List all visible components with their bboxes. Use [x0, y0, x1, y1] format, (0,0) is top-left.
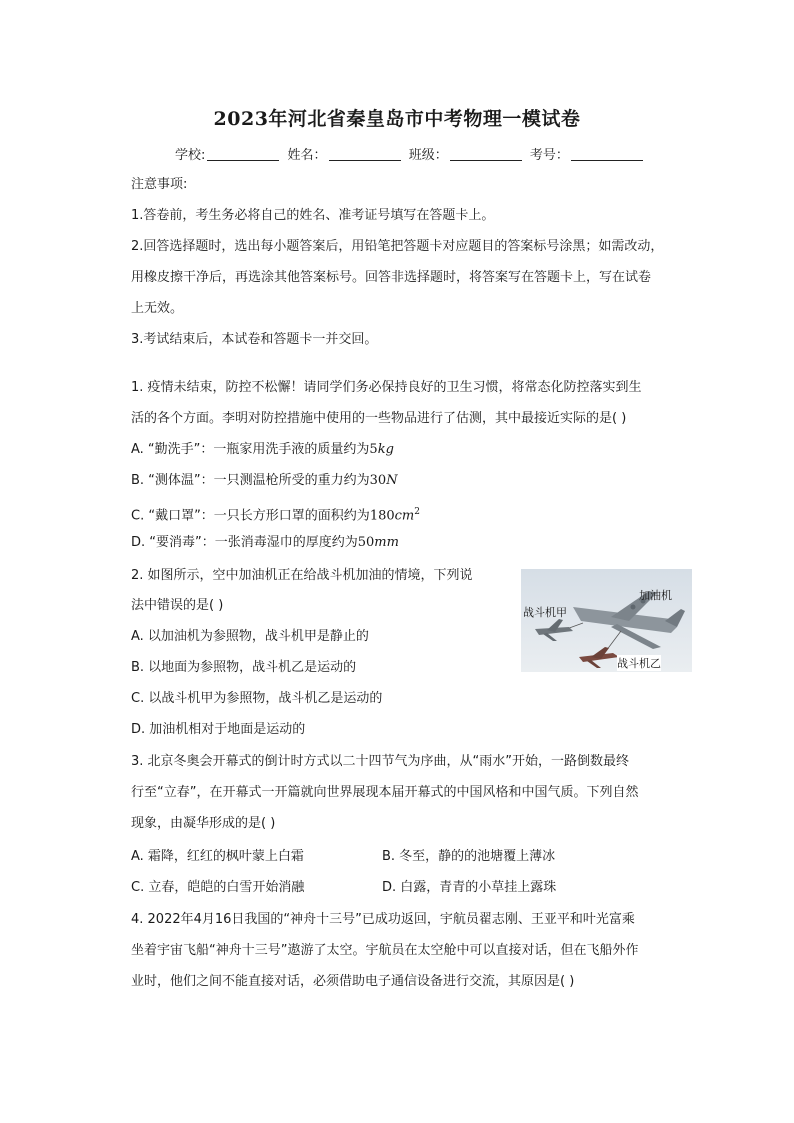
q1-option-c-exponent: 2 — [414, 507, 420, 517]
q2-option-b: B. 以地面为参照物，战斗机乙是运动的 — [131, 660, 357, 675]
q3-option-b: B. 冬至，静的的池塘覆上薄冰 — [382, 849, 556, 864]
q1-option-d — [131, 535, 399, 551]
q1-option-a-number: 5 — [369, 442, 378, 457]
q1-option-c-number: 180 — [369, 508, 395, 524]
q1-option-b-number: 30 — [369, 473, 387, 488]
q1-option-d-number: 50 — [357, 535, 375, 550]
q2-stem-line-2: 法中错误的是( ) — [131, 598, 224, 613]
q3-stem-line-1: 3. 北京冬奥会开幕式的倒计时方式以二十四节气为序曲，从“雨水”开始，一路倒数最终 — [131, 754, 630, 769]
q1-option-b-unit: N — [386, 473, 398, 488]
q3-option-c: C. 立春，皑皑的白雪开始消融 — [131, 880, 305, 895]
school-blank[interactable] — [207, 147, 279, 161]
q4-stem-line-3: 业时，他们之间不能直接对话，必须借助电子通信设备进行交流，其原因是( ) — [131, 974, 575, 989]
q1-option-c — [131, 504, 420, 524]
q1-option-d-unit: mm — [374, 535, 399, 550]
q1-option-a-text: A. “勤洗手”：一瓶家用洗手液的质量约为 — [131, 442, 370, 457]
figure-label-tanker: 加油机 — [639, 589, 672, 602]
name-blank[interactable] — [329, 147, 401, 161]
q3-option-a: A. 霜降，红红的枫叶蒙上白霜 — [131, 849, 304, 864]
q3-option-d: D. 白露，青青的小草挂上露珠 — [382, 880, 557, 895]
figure-label-jet1: 战斗机甲 — [523, 606, 567, 619]
number-blank[interactable] — [571, 147, 643, 161]
school-label: 学校: — [175, 148, 206, 163]
q3-stem-line-2: 行至“立春”，在开幕式一开篇就向世界展现本届开幕式的中国风格和中国气质。下列自然 — [131, 785, 639, 800]
q3-stem-line-3: 现象，由凝华形成的是( ) — [131, 816, 276, 831]
q1-option-a-unit: kg — [377, 442, 394, 457]
class-blank[interactable] — [450, 147, 522, 161]
q4-stem-line-1: 4. 2022年4月16日我国的“神舟十三号”已成功返回，宇航员翟志刚、王亚平和叶光富乘 — [131, 912, 635, 927]
class-label: 班级： — [408, 148, 448, 163]
notice-item-2-line-2: 用橡皮擦干净后，再选涂其他答案标号。回答非选择题时，将答案写在答题卡上，写在试卷 — [131, 270, 652, 285]
student-info-line — [175, 144, 647, 163]
figure-label-jet2: 战斗机乙 — [617, 657, 661, 670]
notice-heading: 注意事项: — [131, 177, 188, 192]
q1-option-b — [131, 473, 398, 489]
refueling-illustration — [521, 569, 692, 672]
q1-option-d-text: D. “要消毒”：一张消毒湿巾的厚度约为 — [131, 535, 358, 550]
notice-item-1: 1.答卷前，考生务必将自己的姓名、准考证号填写在答题卡上。 — [131, 208, 495, 223]
q1-stem-line-2: 活的各个方面。李明对防控措施中使用的一些物品进行了估测，其中最接近实际的是( ) — [131, 411, 627, 426]
q2-option-a: A. 以加油机为参照物，战斗机甲是静止的 — [131, 629, 369, 644]
q1-stem-line-1: 1. 疫情未结束，防控不松懈！请同学们务必保持良好的卫生习惯，将常态化防控落实到生 — [131, 380, 642, 395]
q2-option-d: D. 加油机相对于地面是运动的 — [131, 722, 306, 737]
q1-option-b-text: B. “测体温”：一只测温枪所受的重力约为 — [131, 473, 370, 488]
refueling-figure — [521, 569, 692, 672]
q2-stem-line-1: 2. 如图所示，空中加油机正在给战斗机加油的情境，下列说 — [131, 568, 473, 583]
q4-stem-line-2: 坐着宇宙飞船“神舟十三号”遨游了太空。宇航员在太空舱中可以直接对话，但在飞船外作 — [131, 943, 639, 958]
name-label: 姓名： — [287, 148, 327, 163]
q1-option-c-unit: cm — [394, 508, 415, 524]
q2-option-c: C. 以战斗机甲为参照物，战斗机乙是运动的 — [131, 691, 383, 706]
notice-item-2-line-1: 2.回答选择题时，选出每小题答案后，用铅笔把答题卡对应题目的答案标号涂黑；如需改动， — [131, 239, 664, 254]
page-title: 2023年河北省秦皇岛市中考物理一模试卷 — [213, 108, 581, 130]
number-label: 考号： — [529, 148, 569, 163]
q1-option-a — [131, 442, 394, 458]
q1-option-c-text: C. “戴口罩”：一只长方形口罩的面积约为 — [131, 508, 370, 524]
notice-item-3: 3.考试结束后，本试卷和答题卡一并交回。 — [131, 332, 378, 347]
notice-item-2-line-3: 上无效。 — [131, 301, 184, 316]
